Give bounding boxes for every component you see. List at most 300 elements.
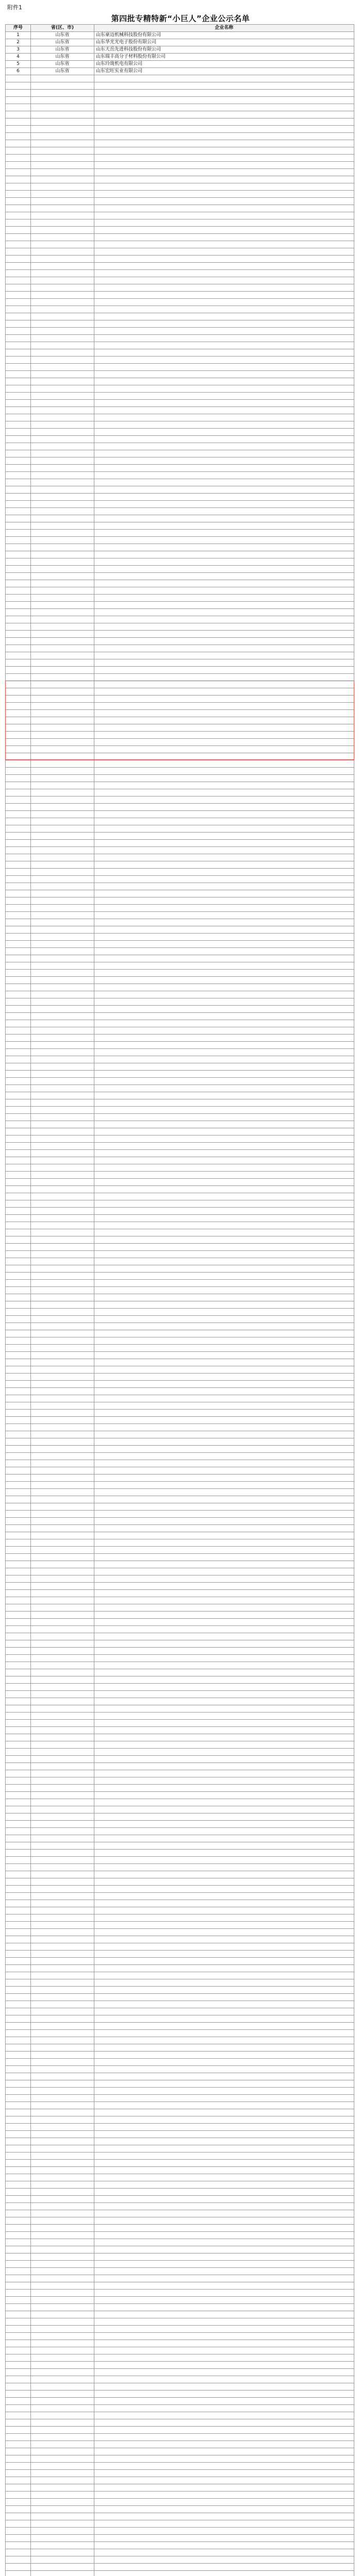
table-row	[6, 2326, 354, 2333]
row-enterprise-name	[94, 897, 354, 905]
row-province	[31, 140, 94, 147]
table-row	[6, 97, 354, 104]
row-province	[31, 595, 94, 602]
table-row	[6, 479, 354, 486]
row-province	[31, 1850, 94, 1857]
row-number	[6, 306, 31, 313]
row-enterprise-name	[94, 1929, 354, 1936]
row-enterprise-name	[94, 2564, 354, 2571]
table-row	[6, 1972, 354, 1979]
row-province	[31, 2571, 94, 2576]
row-number	[6, 1150, 31, 1157]
row-province	[31, 1597, 94, 1604]
row-enterprise-name	[94, 2210, 354, 2217]
table-row	[6, 75, 354, 82]
table-row	[6, 54, 354, 61]
row-number	[6, 2564, 31, 2571]
row-number	[6, 155, 31, 162]
row-province	[31, 2477, 94, 2484]
row-province	[31, 970, 94, 977]
row-enterprise-name	[94, 2225, 354, 2232]
row-enterprise-name	[94, 1597, 354, 1604]
table-row	[6, 1669, 354, 1676]
table-row	[6, 1799, 354, 1806]
row-enterprise-name	[94, 328, 354, 335]
row-province	[31, 111, 94, 118]
row-province	[31, 2196, 94, 2203]
row-province	[31, 1612, 94, 1619]
row-province	[31, 1619, 94, 1626]
table-row	[6, 847, 354, 854]
row-number	[6, 2145, 31, 2153]
row-number	[6, 638, 31, 645]
row-enterprise-name	[94, 472, 354, 479]
row-enterprise-name	[94, 1806, 354, 1814]
table-row	[6, 2030, 354, 2037]
row-number	[6, 1864, 31, 1871]
table-row	[6, 998, 354, 1006]
row-enterprise-name	[94, 2333, 354, 2340]
row-province	[31, 1020, 94, 1027]
row-province	[31, 2376, 94, 2383]
row-province	[31, 2059, 94, 2066]
row-number	[6, 2354, 31, 2362]
row-enterprise-name	[94, 1734, 354, 1741]
table-row	[6, 1121, 354, 1128]
table-row	[6, 977, 354, 984]
table-row	[6, 2297, 354, 2304]
row-enterprise-name	[94, 2448, 354, 2455]
row-enterprise-name	[94, 1395, 354, 1402]
row-enterprise-name	[94, 537, 354, 544]
row-number	[6, 1929, 31, 1936]
row-province	[31, 147, 94, 155]
row-enterprise-name	[94, 2160, 354, 2167]
row-enterprise-name	[94, 219, 354, 227]
row-number	[6, 2023, 31, 2030]
table-row	[6, 688, 354, 696]
row-province	[31, 775, 94, 782]
row-enterprise-name	[94, 2153, 354, 2160]
row-number	[6, 1547, 31, 1554]
row-enterprise-name	[94, 2535, 354, 2542]
table-row	[6, 530, 354, 537]
row-enterprise-name	[94, 1727, 354, 1734]
row-enterprise-name	[94, 393, 354, 400]
row-number	[6, 1720, 31, 1727]
row-number	[6, 876, 31, 883]
row-province	[31, 1092, 94, 1099]
row-number	[6, 1316, 31, 1323]
row-enterprise-name	[94, 2232, 354, 2239]
row-enterprise-name	[94, 580, 354, 587]
row-number	[6, 429, 31, 436]
row-enterprise-name	[94, 2571, 354, 2576]
table-row	[6, 717, 354, 724]
row-enterprise-name	[94, 566, 354, 573]
table-row	[6, 1691, 354, 1698]
row-number	[6, 1972, 31, 1979]
row-number	[6, 645, 31, 652]
row-enterprise-name	[94, 681, 354, 688]
table-row	[6, 2138, 354, 2145]
table-row	[6, 2477, 354, 2484]
row-number	[6, 1511, 31, 1518]
row-province	[31, 1273, 94, 1280]
row-number	[6, 1763, 31, 1770]
row-number	[6, 191, 31, 198]
table-row	[6, 760, 354, 768]
row-number	[6, 2052, 31, 2059]
row-number	[6, 349, 31, 357]
row-province	[31, 897, 94, 905]
row-province	[31, 2181, 94, 2189]
row-province	[31, 1114, 94, 1121]
row-number	[6, 450, 31, 457]
table-row	[6, 1020, 354, 1027]
row-number	[6, 1741, 31, 1749]
row-enterprise-name	[94, 1410, 354, 1417]
row-enterprise-name	[94, 494, 354, 501]
table-row	[6, 696, 354, 703]
table-row	[6, 1323, 354, 1330]
row-number	[6, 1193, 31, 1200]
row-number	[6, 1943, 31, 1951]
row-enterprise-name	[94, 1381, 354, 1388]
row-province	[31, 1878, 94, 1886]
row-number	[6, 198, 31, 205]
table-row	[6, 443, 354, 450]
row-enterprise-name	[94, 1460, 354, 1467]
row-enterprise-name	[94, 1842, 354, 1850]
row-enterprise-name	[94, 840, 354, 847]
table-row	[6, 1453, 354, 1460]
row-number	[6, 2167, 31, 2174]
row-enterprise-name	[94, 1640, 354, 1648]
row-enterprise-name	[94, 1345, 354, 1352]
row-enterprise-name	[94, 2434, 354, 2441]
row-enterprise-name	[94, 1071, 354, 1078]
header-no: 序号	[6, 25, 31, 32]
row-number	[6, 1273, 31, 1280]
row-number	[6, 811, 31, 818]
row-province	[31, 681, 94, 688]
table-row	[6, 1965, 354, 1972]
table-row	[6, 710, 354, 717]
table-row	[6, 1359, 354, 1366]
row-enterprise-name	[94, 378, 354, 385]
row-province	[31, 1763, 94, 1770]
row-number	[6, 400, 31, 407]
annex-label: 附件1	[7, 4, 22, 11]
table-row	[6, 1640, 354, 1648]
row-enterprise-name	[94, 313, 354, 320]
table-row	[6, 1374, 354, 1381]
row-number	[6, 537, 31, 544]
row-province	[31, 1785, 94, 1792]
table-row	[6, 1770, 354, 1777]
row-enterprise-name	[94, 1994, 354, 2001]
row-enterprise-name	[94, 299, 354, 306]
row-enterprise-name	[94, 2484, 354, 2492]
table-row	[6, 580, 354, 587]
row-province	[31, 2297, 94, 2304]
row-province	[31, 2362, 94, 2369]
row-enterprise-name	[94, 97, 354, 104]
table-row	[6, 46, 354, 54]
row-enterprise-name	[94, 2196, 354, 2203]
table-row	[6, 2564, 354, 2571]
row-province	[31, 2340, 94, 2347]
row-enterprise-name	[94, 1092, 354, 1099]
table-row	[6, 912, 354, 919]
table-row	[6, 227, 354, 234]
row-enterprise-name	[94, 789, 354, 796]
row-number	[6, 1388, 31, 1395]
row-province	[31, 306, 94, 313]
row-enterprise-name	[94, 1164, 354, 1172]
row-number	[6, 2391, 31, 2398]
row-number	[6, 1121, 31, 1128]
row-number	[6, 2066, 31, 2073]
row-number	[6, 1785, 31, 1792]
table-row	[6, 1713, 354, 1720]
row-province	[31, 1446, 94, 1453]
row-enterprise-name	[94, 1309, 354, 1316]
row-province	[31, 1691, 94, 1698]
table-row	[6, 2116, 354, 2124]
row-enterprise-name	[94, 667, 354, 674]
row-enterprise-name	[94, 2138, 354, 2145]
row-number	[6, 2412, 31, 2419]
table-header-row	[6, 25, 354, 32]
row-province	[31, 1994, 94, 2001]
row-number	[6, 1345, 31, 1352]
row-enterprise-name	[94, 1438, 354, 1446]
row-number	[6, 717, 31, 724]
row-province	[31, 2189, 94, 2196]
row-enterprise-name	[94, 1900, 354, 1907]
row-enterprise-name	[94, 962, 354, 970]
row-province	[31, 508, 94, 515]
row-enterprise-name	[94, 1648, 354, 1655]
row-number	[6, 2044, 31, 2052]
table-row	[6, 1539, 354, 1547]
row-number	[6, 1071, 31, 1078]
row-enterprise-name	[94, 479, 354, 486]
table-row	[6, 328, 354, 335]
row-enterprise-name	[94, 292, 354, 299]
row-province	[31, 1914, 94, 1922]
row-enterprise-name	[94, 1330, 354, 1337]
row-number	[6, 1669, 31, 1676]
row-province	[31, 219, 94, 227]
row-number	[6, 270, 31, 277]
table-row	[6, 861, 354, 869]
row-enterprise-name	[94, 530, 354, 537]
row-number	[6, 1900, 31, 1907]
row-number	[6, 2513, 31, 2520]
row-number	[6, 140, 31, 147]
row-number	[6, 118, 31, 126]
row-enterprise-name	[94, 407, 354, 414]
table-row	[6, 1698, 354, 1705]
row-number	[6, 1518, 31, 1525]
row-number	[6, 2001, 31, 2008]
row-number	[6, 833, 31, 840]
row-province	[31, 2138, 94, 2145]
row-number	[6, 2492, 31, 2499]
row-province	[31, 1056, 94, 1063]
table-row	[6, 2354, 354, 2362]
row-province	[31, 2225, 94, 2232]
row-enterprise-name	[94, 934, 354, 941]
table-row	[6, 544, 354, 551]
row-province	[31, 1410, 94, 1417]
row-province	[31, 1186, 94, 1193]
row-number	[6, 2304, 31, 2311]
table-row	[6, 1994, 354, 2001]
row-province	[31, 1864, 94, 1871]
table-row	[6, 385, 354, 393]
row-province	[31, 1857, 94, 1864]
row-province	[31, 1575, 94, 1583]
row-province	[31, 2542, 94, 2549]
table-row	[6, 486, 354, 494]
table-row	[6, 2376, 354, 2383]
table-row	[6, 1979, 354, 1987]
table-row	[6, 1316, 354, 1323]
row-province	[31, 515, 94, 522]
row-province	[31, 2174, 94, 2181]
row-enterprise-name	[94, 248, 354, 256]
row-enterprise-name: 山东豪迈机械科技股份有限公司	[94, 32, 354, 39]
row-province	[31, 2506, 94, 2513]
table-row	[6, 2470, 354, 2477]
table-row	[6, 162, 354, 169]
row-enterprise-name	[94, 1265, 354, 1273]
row-number	[6, 551, 31, 558]
row-province	[31, 1511, 94, 1518]
row-number	[6, 2095, 31, 2102]
table-row	[6, 1273, 354, 1280]
row-province	[31, 1922, 94, 1929]
table-row	[6, 1431, 354, 1438]
row-number	[6, 2059, 31, 2066]
table-row	[6, 147, 354, 155]
row-number	[6, 1078, 31, 1085]
table-row	[6, 1410, 354, 1417]
row-number	[6, 530, 31, 537]
row-enterprise-name	[94, 155, 354, 162]
table-row	[6, 1756, 354, 1763]
row-province	[31, 717, 94, 724]
row-province	[31, 645, 94, 652]
table-row	[6, 1265, 354, 1273]
row-province	[31, 2513, 94, 2520]
row-enterprise-name	[94, 1539, 354, 1547]
table-row	[6, 1619, 354, 1626]
row-enterprise-name	[94, 1236, 354, 1244]
row-province	[31, 2052, 94, 2059]
row-province	[31, 1871, 94, 1878]
row-number	[6, 804, 31, 811]
row-province	[31, 1698, 94, 1705]
row-enterprise-name	[94, 2253, 354, 2261]
table-row	[6, 991, 354, 998]
table-row	[6, 2282, 354, 2290]
row-enterprise-name	[94, 1835, 354, 1842]
row-enterprise-name	[94, 429, 354, 436]
row-enterprise-name	[94, 2528, 354, 2535]
table-row	[6, 854, 354, 861]
row-enterprise-name	[94, 2131, 354, 2138]
row-number	[6, 2470, 31, 2477]
row-province	[31, 1244, 94, 1251]
table-row	[6, 2434, 354, 2441]
row-number	[6, 1172, 31, 1179]
table-row	[6, 335, 354, 342]
row-province	[31, 2102, 94, 2109]
row-enterprise-name	[94, 1770, 354, 1777]
table-row	[6, 256, 354, 263]
table-row	[6, 1785, 354, 1792]
row-enterprise-name	[94, 998, 354, 1006]
row-province	[31, 1886, 94, 1893]
table-row	[6, 1489, 354, 1496]
row-province	[31, 457, 94, 465]
row-enterprise-name	[94, 2405, 354, 2412]
row-province	[31, 328, 94, 335]
row-enterprise-name	[94, 2037, 354, 2044]
table-row	[6, 897, 354, 905]
table-row	[6, 2001, 354, 2008]
row-enterprise-name	[94, 443, 354, 450]
row-province	[31, 2484, 94, 2492]
row-province	[31, 739, 94, 746]
row-number	[6, 1114, 31, 1121]
row-province	[31, 2073, 94, 2080]
table-row	[6, 2362, 354, 2369]
row-number	[6, 2535, 31, 2542]
row-enterprise-name	[94, 1208, 354, 1215]
row-number	[6, 1164, 31, 1172]
row-number	[6, 2484, 31, 2492]
row-province	[31, 2095, 94, 2102]
table-row	[6, 804, 354, 811]
row-number	[6, 2448, 31, 2455]
row-province	[31, 443, 94, 450]
row-number	[6, 1583, 31, 1590]
table-row	[6, 631, 354, 638]
table-row	[6, 1157, 354, 1164]
row-number	[6, 2311, 31, 2318]
row-province	[31, 378, 94, 385]
table-row	[6, 234, 354, 241]
row-number	[6, 1597, 31, 1604]
row-number	[6, 1503, 31, 1511]
row-province	[31, 2282, 94, 2290]
row-number	[6, 1554, 31, 1561]
table-row	[6, 739, 354, 746]
table-row	[6, 1128, 354, 1136]
row-province	[31, 2419, 94, 2427]
row-enterprise-name	[94, 1193, 354, 1200]
table-row	[6, 2037, 354, 2044]
table-row	[6, 2160, 354, 2167]
row-province	[31, 1979, 94, 1987]
row-number	[6, 90, 31, 97]
